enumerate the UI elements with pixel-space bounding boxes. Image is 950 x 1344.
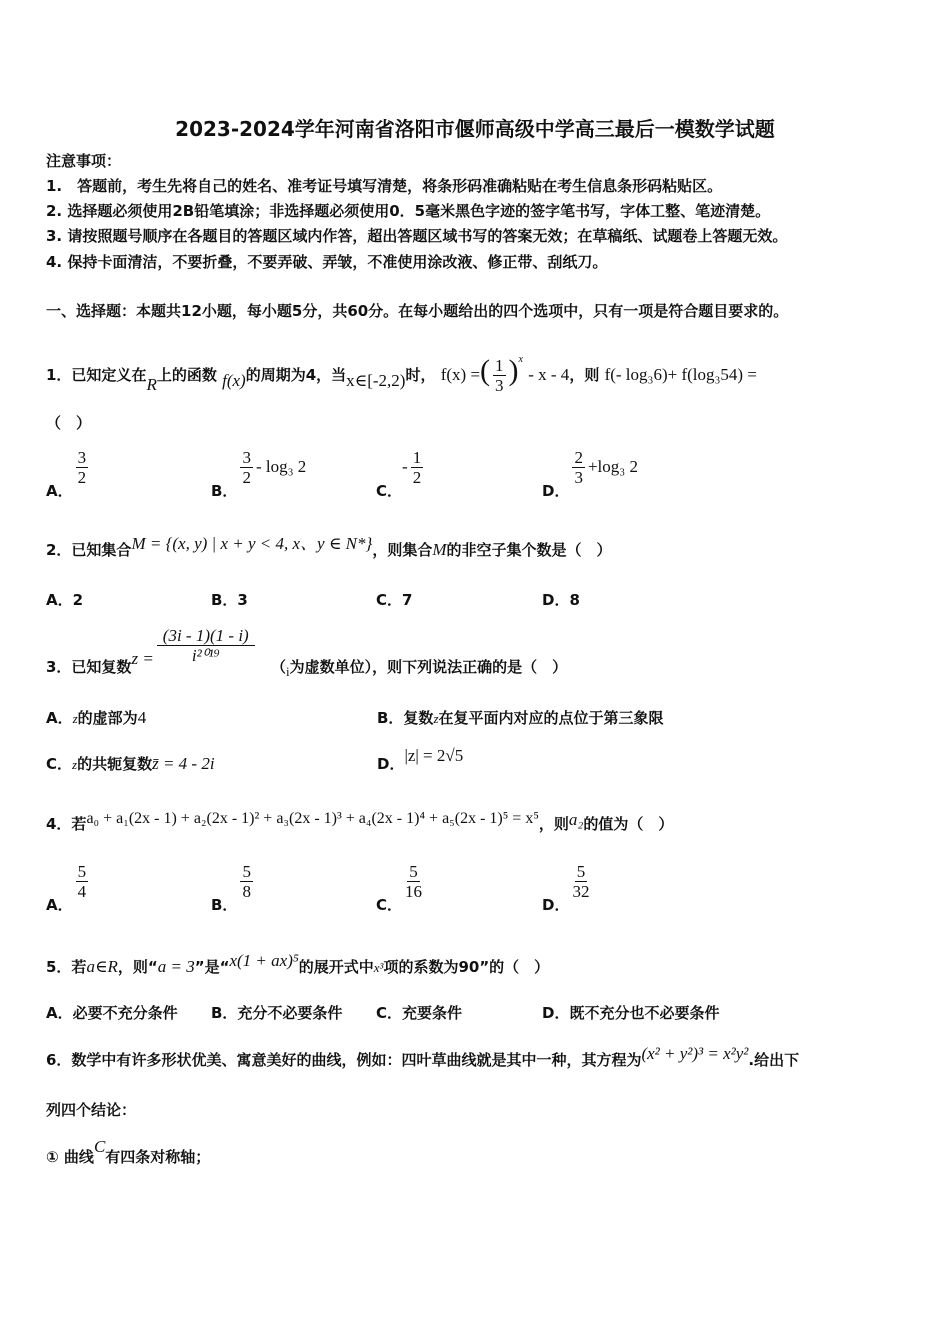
q6-text: .给出下 [748,1051,800,1069]
q2-text: 2．已知集合 [46,541,132,559]
option-label: A． [46,482,73,500]
option-math: - log₃ 2 [255,457,307,476]
q5-text: ”是“ [194,958,230,976]
frac-den: 8 [242,882,251,901]
question-6 [46,1044,800,1070]
question-4 [46,810,674,835]
notice-heading: 注意事项： [46,152,122,170]
q5-math: x(1 + ax)⁵ [229,951,299,970]
option-c[interactable] [376,448,426,500]
option-c[interactable]: C．充要条件 [376,1004,463,1022]
frac-num: 5 [77,862,87,881]
frac-den: 2 [412,468,422,487]
q2-text: ，则集合 [372,541,433,559]
option-d[interactable] [377,746,464,774]
q6-continued: 列四个结论： [46,1101,137,1119]
option-a[interactable] [46,862,91,914]
q1-text: 上的函数 [156,366,217,384]
q4-math: a₀ + a₁(2x - 1) + a₂(2x - 1)² + a₃(2x - 1)³ + a₄(2x - 1)⁴ + a₅(2x - 1)⁵ = x⁵ [86,810,539,827]
option-d[interactable] [542,862,592,914]
q1-options [46,448,906,498]
frac-num: 5 [242,862,251,881]
q4-text: ，则 [538,815,569,833]
q6-conclusion-1 [46,1137,211,1167]
q6-text: 有四条对称轴； [105,1148,211,1166]
q4-text: 的值为（ ） [583,815,674,833]
option-d[interactable]: D．既不充分也不必要条件 [542,1004,720,1022]
option-label: B． [211,482,238,500]
section-heading: 一、选择题：本题共12小题，每小题5分，共60分。在每小题给出的四个选项中，只有一项是符合题目要求的。 [46,302,789,320]
frac-num: 1 [412,448,422,467]
q1-math: x∈[-2,2) [346,371,406,390]
frac-num: 3 [77,448,87,467]
option-text: 的虚部为 [77,709,138,727]
q1-paren: （ ） [46,414,92,432]
option-math: - [402,457,408,476]
q1-text: 的周期为4，当 [245,366,347,384]
q4-text: 4．若 [46,815,87,833]
q1-math: f(x) [222,371,246,390]
frac-den: i²⁰¹⁹ [191,646,220,665]
q1-math: f(- log₃6)+ f(log₃54) = [604,365,757,384]
q2-text: 的非空子集个数是（ ） [446,541,612,559]
option-b[interactable] [377,708,664,729]
notice-item: 2. 选择题必须使用2B铅笔填涂；非选择题必须使用0．5毫米黑色字迹的签字笔书写，字体工整、笔迹清楚。 [46,202,771,220]
option-label: D． [542,896,570,914]
option-c[interactable] [376,862,425,914]
frac-den: 2 [242,468,251,487]
option-b[interactable]: B．充分不必要条件 [211,1004,343,1022]
option-a[interactable] [46,708,146,729]
q1-text: 时， [405,366,436,384]
frac-den: 16 [405,882,423,901]
option-b[interactable] [211,862,256,914]
q1-math: - x - 4 [528,365,570,384]
q1-text: ，则 [569,366,600,384]
q5-text: 项的系数为90”的（ ） [383,958,550,976]
question-5 [46,951,550,978]
q3-math: z = [131,649,154,668]
option-math: |z| = 2√5 [404,746,464,765]
q5-math: x³ [373,960,384,975]
option-label: B． [211,896,238,914]
q3-text: 3．已知复数 [46,658,132,676]
q1-math: R [146,375,157,394]
option-math: z [72,757,78,772]
option-text: 的共轭复数 [77,755,153,773]
q6-text: 6．数学中有许多形状优美、寓意美好的曲线，例如：四叶草曲线就是其中一种，其方程为 [46,1051,642,1069]
notice-item: 1. 答题前，考生先将自己的姓名、准考证号填写清楚，将条形码准确粘贴在考生信息条形码粘贴区。 [46,177,723,195]
option-label: C． [46,755,73,773]
frac-den: 3 [574,468,583,487]
option-math: z [72,711,78,726]
q4-options [46,862,906,912]
q6-text: ① 曲线 [46,1148,94,1166]
page-title: 2023-2024学年河南省洛阳市偃师高级中学高三最后一模数学试题 [175,117,775,141]
option-text: 在复平面内对应的点位于第三象限 [438,709,664,727]
option-label: C． [376,482,403,500]
option-label: A． [46,709,73,727]
question-1: 1．已知定义在R上的函数 f(x)的周期为4，当x∈[-2,2)时， f(x) =( $\frac{1}{3}$ )$^x$ - x - 4，则 f(- log₃6)+ f(log₃54) = [46,354,757,395]
q6-math: C [93,1137,106,1156]
q3-text: （ [270,658,286,676]
option-math: z̄ = 4 - 2i [152,754,215,773]
option-a[interactable] [46,448,91,500]
option-c[interactable] [46,754,215,775]
option-math: z [433,711,439,726]
q2-math: M = {(x, y) | x + y < 4, x、y ∈ N*} [131,534,373,553]
option-a[interactable]: A．必要不充分条件 [46,1004,178,1022]
q4-math: a₂ [568,810,584,829]
question-2 [46,534,612,560]
frac-num: (3i - 1)(1 - i) [157,626,255,646]
q5-math: a = 3 [157,957,195,976]
q5-text: ，则“ [117,958,158,976]
option-label: A． [46,896,73,914]
q5-math: a∈R [86,957,118,976]
q1-text: 1．已知定义在 [46,366,147,384]
q5-text: 5．若 [46,958,87,976]
q3-math: i [285,664,290,679]
option-a[interactable]: A．2 [46,591,84,609]
option-label: D． [542,482,570,500]
frac-num: 3 [242,448,251,467]
frac-den: 4 [77,882,87,901]
frac-den: 2 [77,468,87,487]
q5-text: 的展开式中 [298,958,374,976]
option-b[interactable]: B．3 [211,591,248,609]
option-d[interactable] [542,448,638,500]
option-b[interactable] [211,448,307,500]
notice-item: 3. 请按照题号顺序在各题目的答题区域内作答，超出答题区域书写的答案无效；在草稿纸、试题卷上答题无效。 [46,227,788,245]
option-label: D． [377,755,405,773]
frac-num: 2 [574,448,583,467]
option-math: +log₃ 2 [587,457,638,476]
option-d[interactable]: D．8 [542,591,580,609]
question-3 [46,626,568,679]
q2-math: M [432,540,447,559]
frac-den: 32 [572,882,590,901]
q6-math: (x² + y²)³ = x²y² [641,1044,749,1063]
option-c[interactable]: C．7 [376,591,413,609]
notice-item: 4. 保持卡面清洁，不要折叠，不要弄破、弄皱，不准使用涂改液、修正带、刮纸刀。 [46,253,608,271]
q3-text: 为虚数单位），则下列说法正确的是（ ） [289,658,568,676]
frac-num: 5 [409,862,418,881]
option-label: C． [376,896,403,914]
q1-math: f(x) = [440,365,481,384]
option-label: B．复数 [377,709,434,727]
option-math: 4 [137,708,147,727]
frac-num: 5 [576,862,586,881]
